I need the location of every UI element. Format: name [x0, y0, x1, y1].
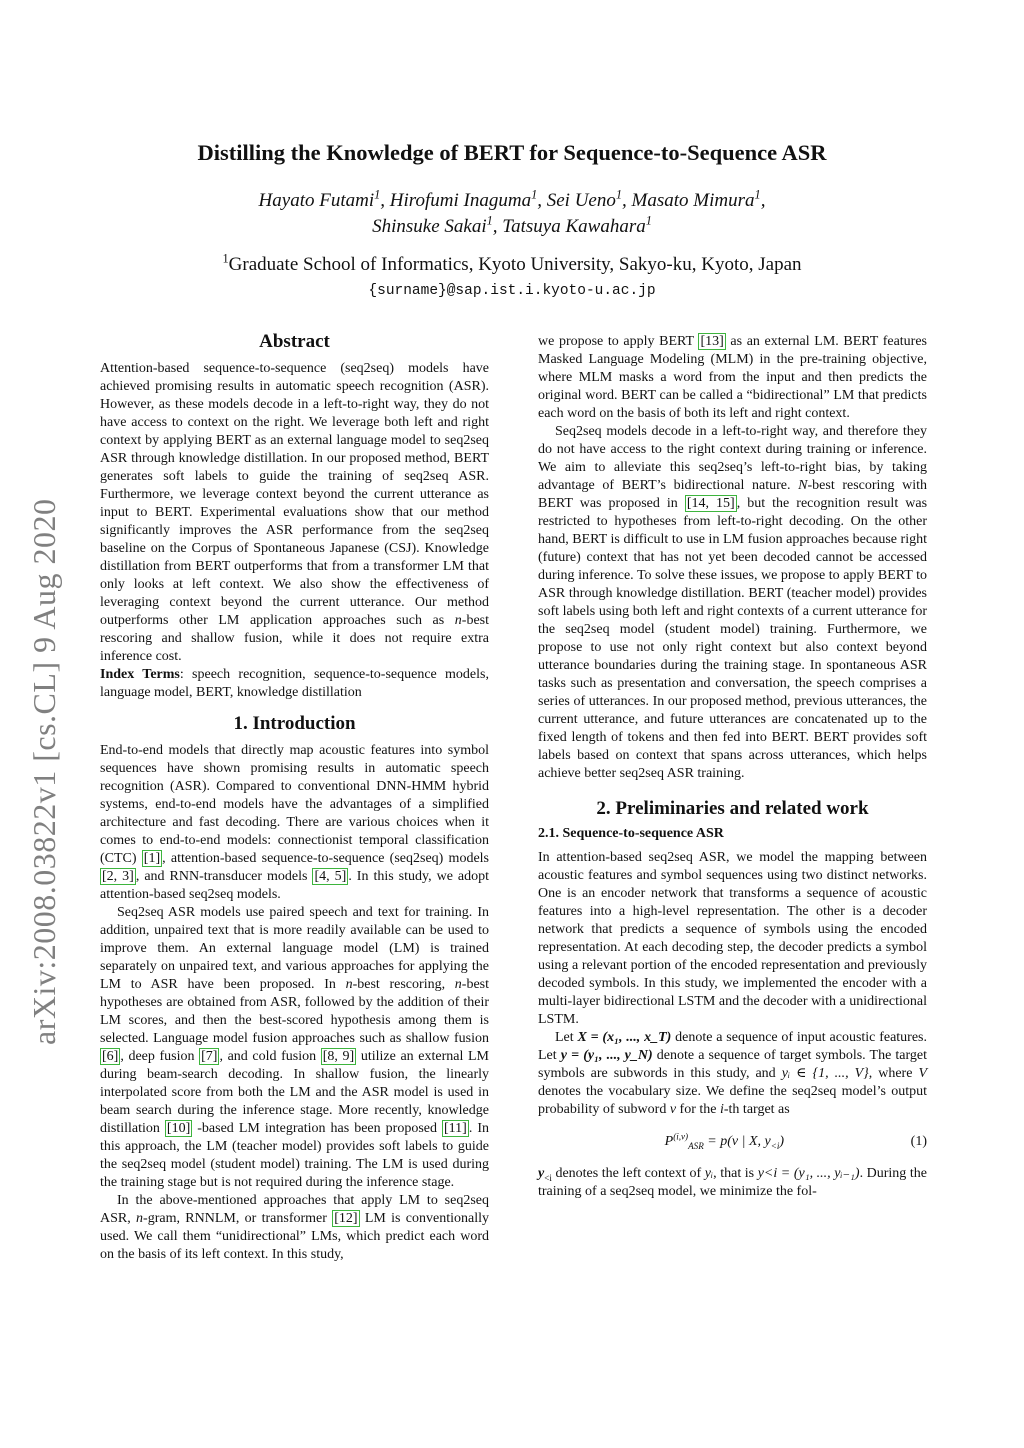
intro-paragraph: In the above-mentioned approaches that apply LM to seq2seq ASR, n-gram, RNNLM, or transformer [12] LM is conventionally used. We call them “unidirectional” LMs, which predict each word on the basis of its left context. In this study, — [100, 1193, 489, 1262]
author-name: Hayato Futami — [258, 190, 375, 211]
equation-body: P$^{(i,v)}_{ASR}$ = p(v | X, $y_{<i}$) — [664, 1131, 785, 1151]
index-terms: Index Terms: speech recognition, sequence-to-sequence models, language model, BERT, knowledge distillation — [100, 667, 489, 700]
citation-link[interactable]: [2, 3] — [102, 869, 134, 884]
citation-link[interactable]: [12] — [334, 1211, 358, 1226]
citation-link[interactable]: [1] — [143, 851, 161, 866]
abstract-heading: Abstract — [259, 331, 330, 352]
paper-title: Distilling the Knowledge of BERT for Sequence-to-Sequence ASR — [197, 140, 827, 165]
left-column — [100, 330, 489, 1264]
author-name: Hirofumi Inaguma — [389, 190, 532, 211]
citation-link[interactable]: [11] — [444, 1121, 467, 1136]
right-column — [538, 333, 927, 1201]
equation-1 — [538, 1133, 927, 1151]
intro-paragraph: End-to-end models that directly map acoustic features into symbol sequences have shown promising results in automatic speech recognition (ASR). Compared to conventional DNN-HMM hybrid systems, end-to-end models have the advantages of a simplified architecture and fast decoding. There are various choices when it comes to end-to-end models: connectionist temporal classification (CTC) [1] , attention-based sequence-to-sequence (seq2seq) models [2, 3] , and RNN-transducer models [4, 5] . In this study, we adopt attention-based seq2seq models. — [100, 743, 490, 902]
intro-paragraph: Seq2seq ASR models use paired speech and text for training. In addition, unpaired text that is more readily available can be used to improve them. An external language model (LM) is trained separately on unpaired text, and various approaches for applying the LM to ASR have been proposed. In n-best rescoring, n-best hypotheses are obtained from ASR, followed by the addition of their LM scores, and then the best-scored hypothesis among them is selected. Language model fusion approaches such as shallow fusion [6] , deep fusion [7] , and cold fusion [8, 9] utilize an external LM during beam-search decoding. In shallow fusion, the linearly interpolated score from both the LM and the ASR model is used in beam search during the inference stage. More recently, knowledge distillation [10] -based LM integration has been proposed [11] . In this approach, the LM (teacher model) provides soft labels to guide the seq2seq model (student model) training. The LM is used during the training stage but is not required during the inference stage. — [100, 905, 489, 1190]
author-name: Masato Mimura — [631, 190, 755, 211]
affil-mark: 1 — [222, 251, 229, 266]
citation-link[interactable]: [8, 9] — [322, 1049, 355, 1064]
intro-paragraph: Seq2seq models decode in a left-to-right way, and therefore they do not have access to the right context during training or inference. We aim to alleviate this seq2seq’s left-to-right bias, by taking advantage of BERT’s bidirectional nature. N-best rescoring with BERT was proposed in [14, 15] , but the recognition result was restricted to hypotheses from left-to-right decoding. On the other hand, BERT is difficult to use in LM fusion approaches because right (future) context that has not yet been decoded cannot be accessed during inference. To solve these issues, we propose to apply BERT to ASR through knowledge distillation. BERT (teacher model) provides soft labels using both left and right contexts of a current utterance for the seq2seq model (student model) training. Furthermore, we propose to use not only right context but also context beyond utterance boundaries during the training stage. In spontaneous ASR tasks such as presentation and conversation, the speech comprises a series of utterances. In our proposed method, previous utterances, the current utterance, and future utterances are concatenated up to the fixed length of tokens and then fed into BERT. BERT provides soft labels based on context that spans across utterances, which helps achieve better seq2seq ASR training. — [538, 424, 928, 781]
affil-mark: 1 — [486, 213, 493, 228]
body-paragraph: Let X = (x₁, ..., x_T) denote a sequence of input acoustic features. Let y = (y₁, ..., y_N) denote a sequence of target symbols. The target symbols are subwords in this study, and yᵢ ∈ {1, ..., V}, where V denotes the vocabulary size. We define the seq2seq model’s output probability of subword v for the i-th target as — [538, 1030, 928, 1117]
citation-link[interactable]: [14, 15] — [686, 496, 735, 511]
affil-mark: 1 — [645, 213, 652, 228]
citation-link[interactable]: [10] — [166, 1121, 191, 1136]
abstract-paragraph: Attention-based sequence-to-sequence (seq2seq) models have achieved promising results in automatic speech recognition (ASR). However, as these models decode in a left-to-right way, they do not have access to context on the right. We leverage both left and right context by applying BERT as an external language model to seq2seq ASR through knowledge distillation. In our proposed method, BERT generates soft labels to guide the training of seq2seq ASR. Furthermore, we leverage context beyond the current utterance as input to BERT. Experimental evaluations show that our method significantly improves the ASR performance from the seq2seq baseline on the Corpus of Spontaneous Japanese (CSJ). Knowledge distillation from BERT outperforms that from a transformer LM that only looks at left context. We also show the effectiveness of leveraging context beyond the current utterance. Our method outperforms other LM application approaches such as n-best rescoring and shallow fusion, while it does not require extra inference cost. — [100, 361, 489, 664]
author-list: Hayato Futami$^1$, Hirofumi Inaguma$^1$, Sei Ueno$^1$, Masato Mimura$^1$, Shinsuke Sakai$^1$, Tatsuya Kawahara$^1$ — [258, 187, 766, 237]
author-name: Sei Ueno — [546, 190, 616, 211]
author-name: Shinsuke Sakai — [372, 216, 487, 237]
email-address: {surname}@sap.ist.i.kyoto-u.ac.jp — [368, 283, 656, 299]
affil-mark: 1 — [754, 187, 761, 202]
affiliation: $^1$Graduate School of Informatics, Kyoto University, Sakyo-ku, Kyoto, Japan — [222, 251, 802, 275]
introduction-heading: 1. Introduction — [233, 713, 356, 734]
body-paragraph: In attention-based seq2seq ASR, we model the mapping between acoustic features and symbol sequences using two distinct networks. One is an encoder network that transforms a sequence of acoustic features into a high-level representation. The other is a decoder network that predicts a sequence of symbols using the encoded representation. At each decoding step, the decoder predicts a symbol using a relevant portion of the encoded representation and previously decoded symbols. In this study, we implemented the encoder with a multi-layer bidirectional LSTM and the decoder with a unidirectional LSTM. — [538, 850, 927, 1027]
citation-link[interactable]: [7] — [201, 1049, 218, 1064]
subsection-heading: 2.1. Sequence-to-sequence ASR — [538, 826, 724, 841]
citation-link[interactable]: [13] — [700, 334, 724, 349]
author-name: Tatsuya Kawahara — [502, 216, 646, 237]
citation-link[interactable]: [6] — [102, 1049, 119, 1064]
arxiv-identifier: arXiv:2008.03822v1 [cs.CL] 9 Aug 2020 — [26, 498, 62, 1045]
affil-mark: 1 — [615, 187, 623, 202]
section2-heading: 2. Preliminaries and related work — [596, 798, 869, 819]
affil-mark: 1 — [531, 187, 538, 202]
equation-number: (1) — [910, 1134, 927, 1149]
intro-paragraph: we propose to apply BERT [13] as an external LM. BERT features Masked Language Modeling (MLM) in the pre-training objective, where MLM masks a word from the input and then predicts the original word. BERT can be called a “bidirectional” LM that predicts each word on the basis of both its left and right context. — [538, 334, 928, 421]
citation-link[interactable]: [4, 5] — [314, 869, 347, 884]
body-paragraph: $y_{<i}$ denotes the left context of yᵢ, that is y<i = (y₁, ..., yᵢ₋₁). During the training of a seq2seq model, we minimize the fol- — [538, 1166, 927, 1199]
affil-mark: 1 — [374, 187, 381, 202]
